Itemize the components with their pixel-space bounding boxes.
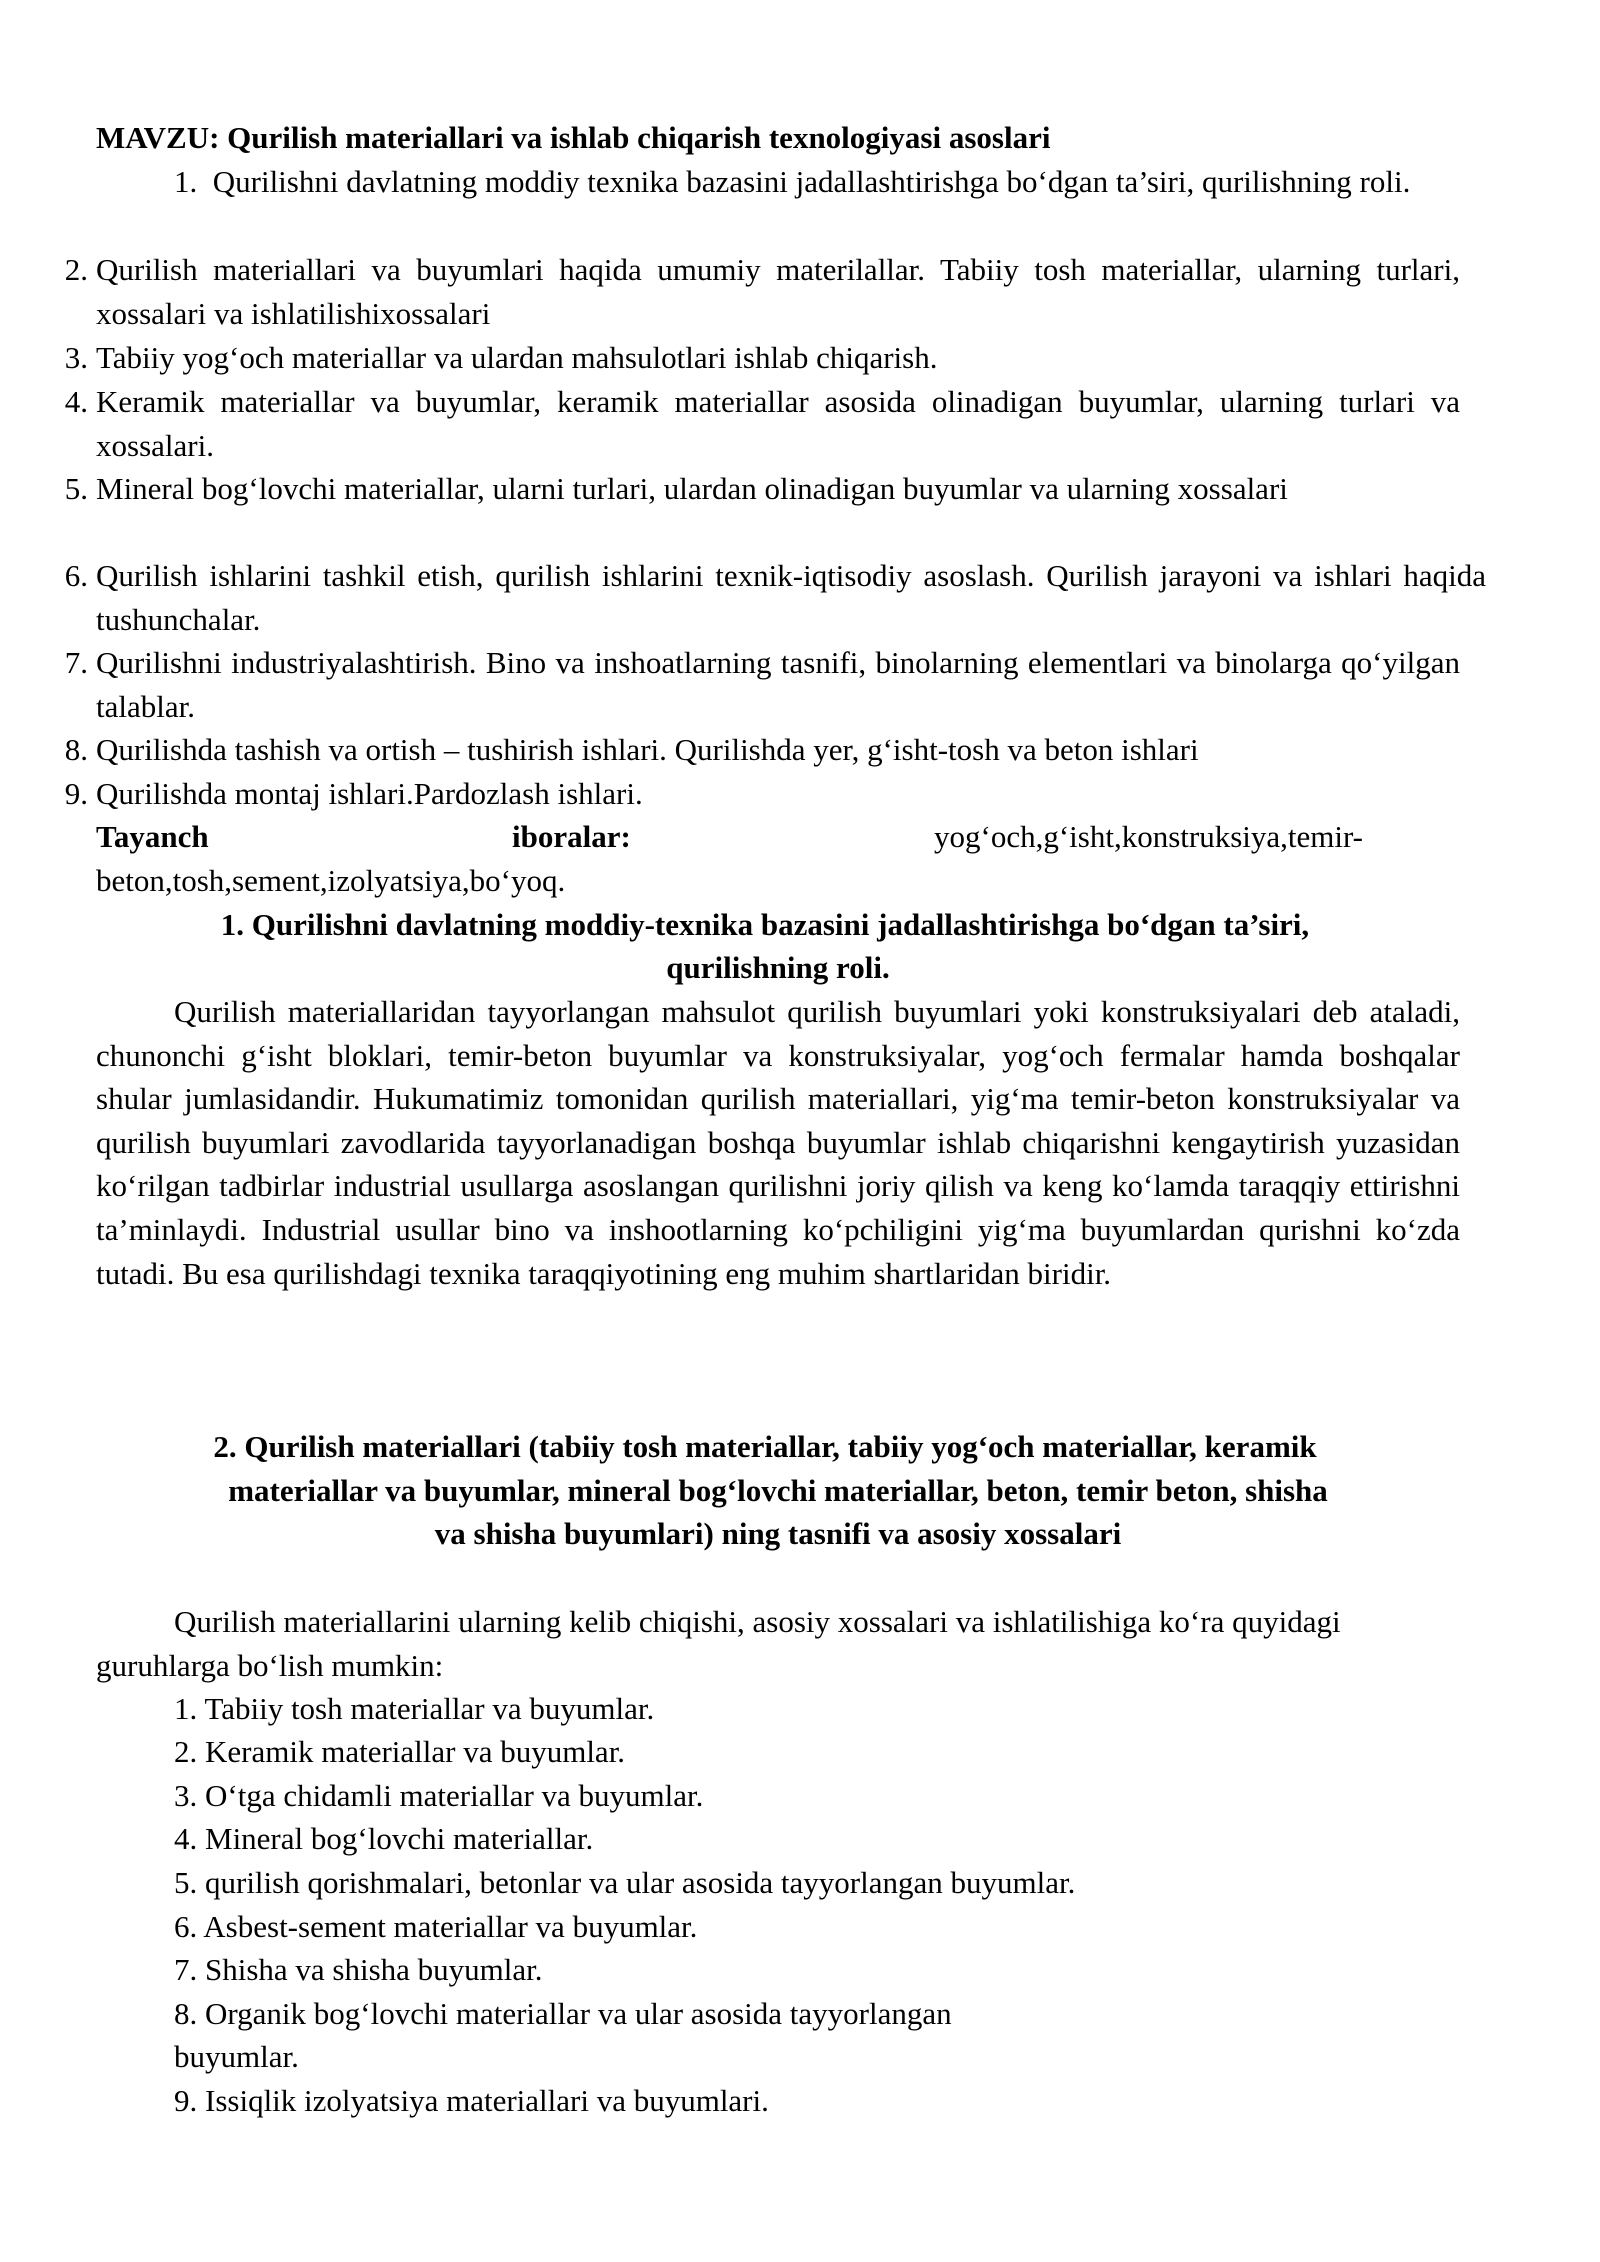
group-item: buyumlar. (174, 2039, 299, 2074)
group-item: 2. Keramik materiallar va buyumlar. (174, 1734, 626, 1769)
plan-item-8: Qurilishda tashish va ortish – tushirish ishlari. Qurilishda yer, g‘isht-tosh va beton ishlari (96, 732, 1199, 767)
plan-item-number: 5. (64, 471, 88, 506)
keywords-label-first: Tayanch (96, 819, 209, 854)
plan-item-number: 2. (64, 252, 88, 287)
plan-item-6: Qurilish ishlarini tashkil etish, qurilish ishlarini texnik-iqtisodiy asoslash. Qurilish jarayoni va ishlari haqida tushunchalar. (96, 558, 1486, 637)
group-item: 7. Shisha va shisha buyumlar. (174, 1952, 543, 1987)
plan-item-number: 9. (64, 776, 88, 811)
plan-item-1 (96, 160, 1460, 204)
plan-item-number: 1. (174, 164, 198, 199)
group-item: 8. Organik bog‘lovchi materiallar va ular asosida tayyorlangan (174, 1996, 952, 2031)
plan-item-number: 4. (64, 384, 88, 419)
plan-item-5: Mineral bog‘lovchi materiallar, ularni turlari, ulardan olinadigan buyumlar va ularning xossalari (96, 471, 1288, 506)
group-item: 4. Mineral bog‘lovchi materiallar. (174, 1821, 594, 1856)
plan-item-2: Qurilish materiallari va buyumlari haqida umumiy materilallar. Tabiiy tosh materiallar, ularning turlari, xossalari va ishlatilishixossalari (96, 252, 1460, 331)
keywords-label-second: iboralar: (512, 819, 631, 854)
plan-item-9: Qurilishda montaj ishlari.Pardozlash ishlari. (96, 776, 643, 811)
group-item: 9. Issiqlik izolyatsiya materiallari va buyumlari. (174, 2083, 769, 2118)
section-1-paragraph: Qurilish materiallaridan tayyorlangan mahsulot qurilish buyumlari yoki konstruksiyalari deb ataladi, chunonchi g‘isht bloklari, temir-beton buyumlar va konstruksiyalar, yog‘och fermalar hamda boshqalar shular jumlasidandir. Hukumatimiz tomonidan qurilish materiallari, yig‘ma temir-beton konstruksiyalar va qurilish buyumlari zavodlarida tayyorlanadigan boshqa buyumlar ishlab chiqarishni kengaytirish yuzasidan ko‘rilgan tadbirlar industrial usullarga asoslangan qurilishni joriy qilish va keng ko‘lamda taraqqiy ettirishni ta’minlaydi. Industrial usullar bino va inshootlarning ko‘pchiligini yig‘ma buyumlardan qurishni ko‘zda tutadi. Bu esa qurilishdagi texnika taraqqiyotining eng muhim shartlaridan biridir. (96, 994, 1460, 1291)
plan-item-number: 7. (64, 645, 88, 680)
group-item: 6. Asbest-sement materiallar va buyumlar. (174, 1909, 698, 1944)
plan-item-3: Tabiiy yog‘och materiallar va ulardan mahsulotlari ishlab chiqarish. (96, 340, 938, 375)
keywords-text: yog‘och,g‘isht,konstruksiya,temir-beton,tosh,sement,izolyatsiya,bo‘yoq. (96, 819, 1364, 898)
document-title: MAVZU: Qurilish materiallari va ishlab chiqarish texnologiyasi asoslari (96, 120, 1051, 155)
plan-item-4: Keramik materiallar va buyumlar, keramik materiallar asosida olinadigan buyumlar, ularning turlari va xossalari. (96, 384, 1460, 463)
plan-item-7: Qurilishni industriyalashtirish. Bino va inshoatlarning tasnifi, binolarning elementlari va binolarga qo‘yilgan talablar. (96, 645, 1460, 724)
plan-item-number: 3. (64, 340, 88, 375)
plan-item-number: 6. (64, 558, 88, 593)
section-2-heading-line-3: va shisha buyumlari) ning tasnifi va asosiy xossalari (434, 1516, 1122, 1551)
section-2-heading-line-1: 2. Qurilish materiallari (tabiiy tosh materiallar, tabiiy yog‘och materiallar, keramik (213, 1429, 1317, 1464)
section-2-heading-line-2: materiallar va buyumlar, mineral bog‘lovchi materiallar, beton, temir beton, shisha (228, 1473, 1328, 1508)
group-item: 3. O‘tga chidamli materiallar va buyumlar. (174, 1778, 704, 1813)
section-1-heading-line-1: 1. Qurilishni davlatning moddiy-texnika bazasini jadallashtirishga bo‘dgan ta’siri, (220, 907, 1310, 942)
plan-item-text: Qurilishni davlatning moddiy texnika bazasini jadallashtirishga bo‘dgan ta’siri, qurilishning roli. (212, 164, 1411, 199)
plan-item-number: 8. (64, 732, 88, 767)
group-item: 5. qurilish qorishmalari, betonlar va ular asosida tayyorlangan buyumlar. (174, 1865, 1076, 1900)
group-item: 1. Tabiiy tosh materiallar va buyumlar. (174, 1691, 655, 1726)
section-2-intro: Qurilish materiallarini ularning kelib chiqishi, asosiy xossalari va ishlatilishiga ko‘ra quyidagi guruhlarga bo‘lish mumkin: (96, 1604, 1341, 1683)
section-1-heading-line-2: qurilishning roli. (666, 950, 890, 985)
